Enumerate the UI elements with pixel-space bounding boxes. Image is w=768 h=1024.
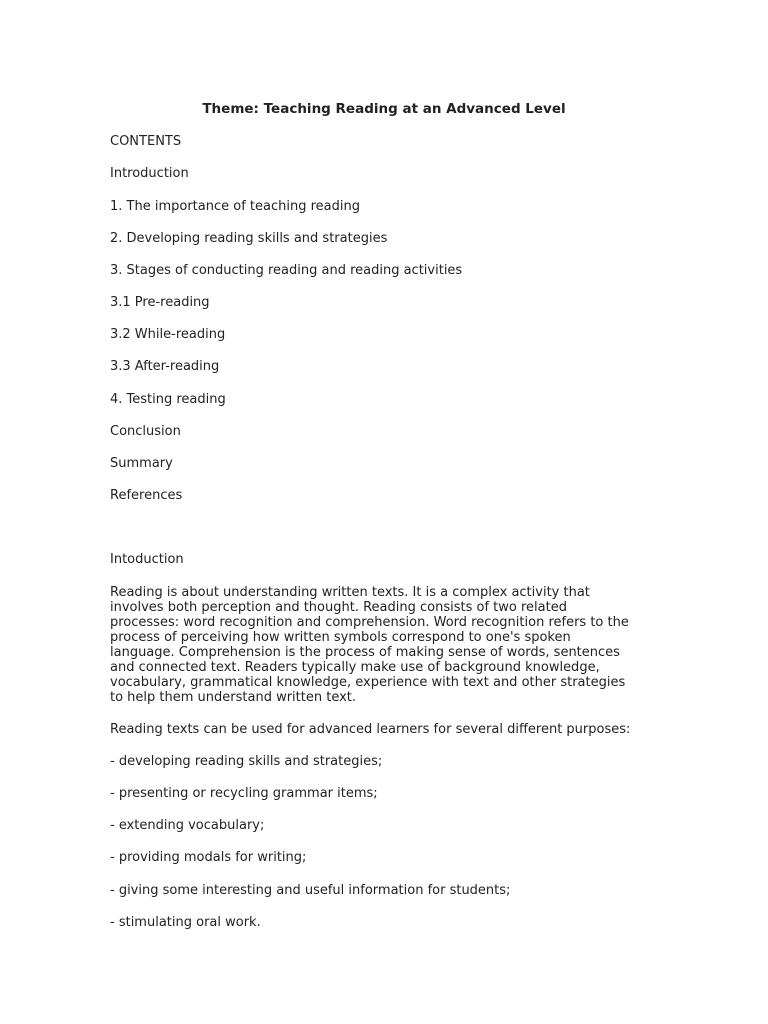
- contents-item: References: [110, 488, 183, 503]
- paragraph-line: language. Comprehension is the process of making sense of words, sentences: [110, 645, 620, 660]
- purposes-intro: Reading texts can be used for advanced learners for several different purposes:: [110, 722, 631, 737]
- section-heading: Intoduction: [110, 552, 184, 567]
- contents-item: 2. Developing reading skills and strategies: [110, 231, 388, 246]
- purpose-item: - stimulating oral work.: [110, 915, 261, 930]
- paragraph-line: to help them understand written text.: [110, 690, 357, 705]
- paragraph-line: vocabulary, grammatical knowledge, experience with text and other strategies: [110, 675, 626, 690]
- contents-item: 1. The importance of teaching reading: [110, 199, 360, 214]
- contents-item: 3. Stages of conducting reading and reading activities: [110, 263, 463, 278]
- contents-item: Introduction: [110, 166, 189, 181]
- paragraph-line: processes: word recognition and comprehension. Word recognition refers to the: [110, 615, 629, 630]
- contents-item: 4. Testing reading: [110, 392, 226, 407]
- paragraph-line: Reading is about understanding written texts. It is a complex activity that: [110, 585, 590, 600]
- paragraph-line: process of perceiving how written symbols correspond to one's spoken: [110, 630, 571, 645]
- paragraph-line: and connected text. Readers typically make use of background knowledge,: [110, 660, 600, 675]
- contents-item: Conclusion: [110, 424, 181, 439]
- contents-heading: CONTENTS: [110, 134, 182, 149]
- introduction-paragraph: [110, 585, 670, 705]
- paragraph-line: involves both perception and thought. Reading consists of two related: [110, 600, 567, 615]
- contents-item: 3.3 After-reading: [110, 359, 220, 374]
- purpose-item: - giving some interesting and useful information for students;: [110, 883, 511, 898]
- purpose-item: - presenting or recycling grammar items;: [110, 786, 378, 801]
- document-title: Theme: Teaching Reading at an Advanced Level: [202, 101, 566, 117]
- contents-item: 3.1 Pre-reading: [110, 295, 210, 310]
- purpose-item: - providing modals for writing;: [110, 850, 307, 865]
- purpose-item: - developing reading skills and strategies;: [110, 754, 383, 769]
- purpose-item: - extending vocabulary;: [110, 818, 265, 833]
- contents-item: 3.2 While-reading: [110, 327, 226, 342]
- contents-item: Summary: [110, 456, 173, 471]
